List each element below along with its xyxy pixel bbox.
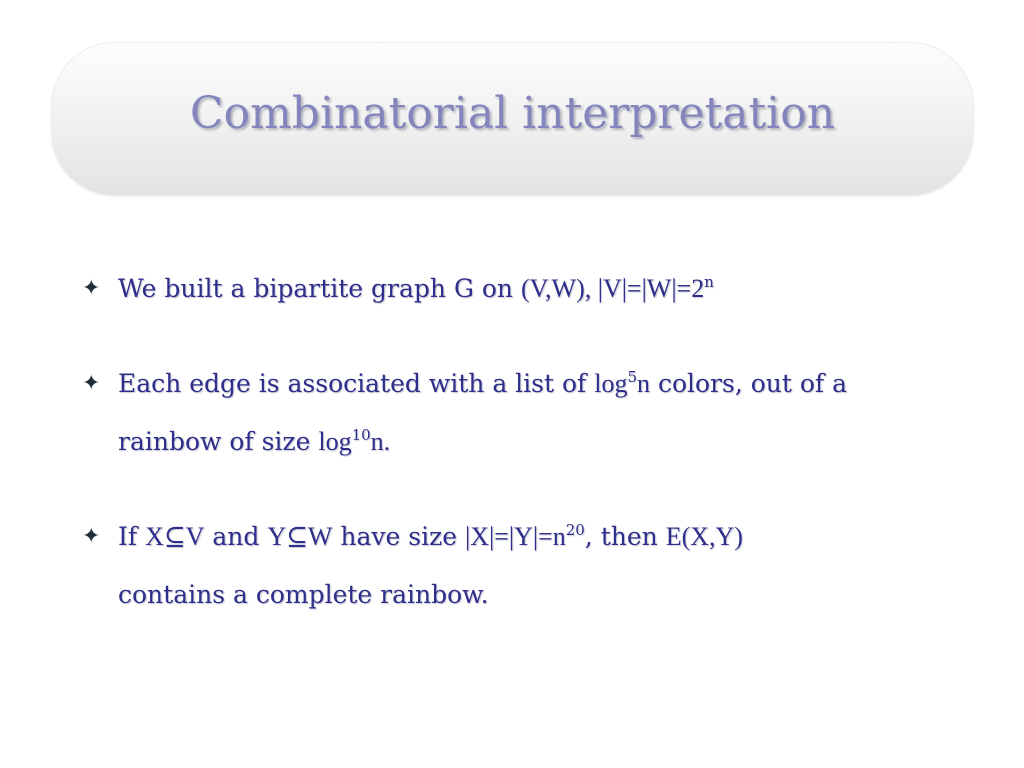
- bullet-text: , then: [584, 522, 666, 551]
- bullet-line: [118, 566, 980, 624]
- math-text: E(X,Y): [665, 522, 743, 551]
- superscript: 5: [627, 368, 638, 386]
- math-text: (V,W), |V|=|W|=2: [520, 274, 705, 303]
- bullet-list: [80, 260, 980, 624]
- four-pointed-star-icon: ✦: [82, 276, 101, 301]
- bullet-text: Each edge is associated with a list of: [118, 369, 595, 398]
- math-text: n: [637, 369, 651, 398]
- bullet-text: If: [118, 522, 146, 551]
- bullet-line: [118, 355, 980, 413]
- bullet-item: [80, 260, 980, 318]
- bullet-text: colors, out of a: [650, 369, 848, 398]
- four-pointed-star-icon: ✦: [82, 524, 101, 549]
- superscript: 20: [565, 521, 585, 539]
- bullet-text: rainbow of size: [118, 427, 319, 456]
- bullet-line: [118, 413, 980, 471]
- bullet-text: contains a complete rainbow.: [118, 580, 489, 609]
- bullet-text: have size: [332, 522, 465, 551]
- math-text: log: [594, 369, 628, 398]
- bullet-line: [118, 508, 980, 566]
- bullet-line: [118, 260, 980, 318]
- superscript: 10: [351, 426, 371, 444]
- math-text: Y⊆W: [267, 522, 333, 551]
- math-text: n.: [370, 427, 391, 456]
- math-text: |X|=|Y|=n: [465, 522, 566, 551]
- bullet-text: and: [204, 522, 268, 551]
- math-text: log: [318, 427, 352, 456]
- bullet-text: We built a bipartite graph G on: [118, 274, 521, 303]
- four-pointed-star-icon: ✦: [82, 371, 101, 396]
- bullet-item: [80, 355, 980, 471]
- superscript: n: [704, 273, 714, 291]
- math-text: X⊆V: [145, 522, 205, 551]
- slide-title: Combinatorial interpretation: [189, 87, 836, 139]
- title-banner: [51, 42, 974, 196]
- bullet-item: [80, 508, 980, 624]
